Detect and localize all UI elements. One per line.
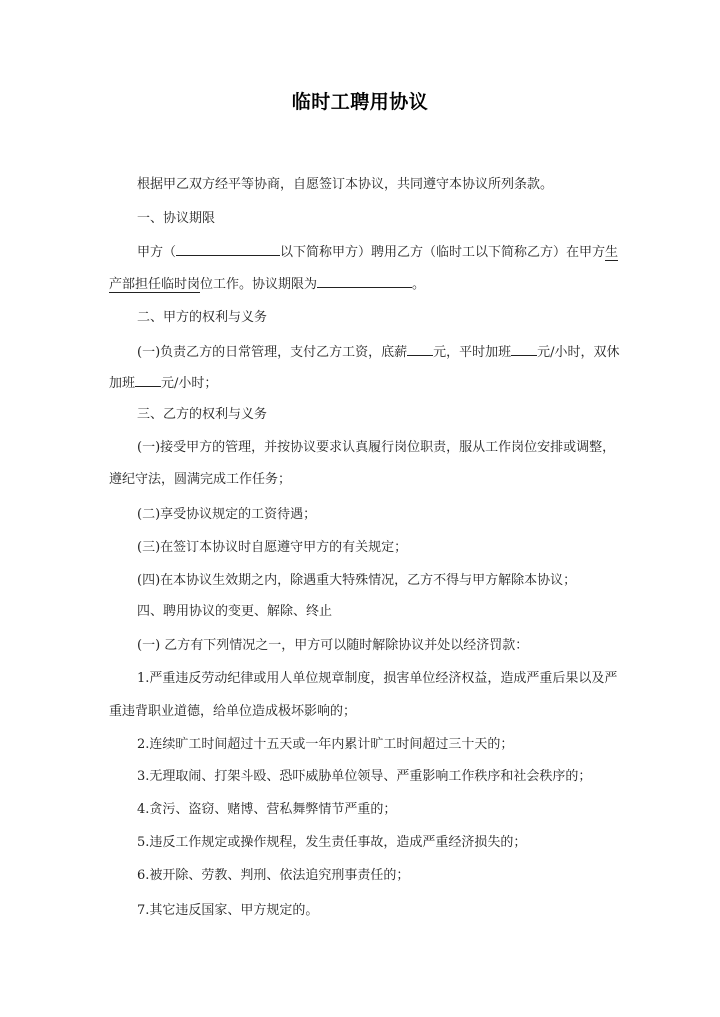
weekend-overtime-rate-blank[interactable] [135, 374, 161, 387]
document-title: 临时工聘用协议 [291, 91, 429, 113]
base-salary-blank[interactable] [407, 343, 433, 356]
section-1-heading: 一、协议期限 [137, 211, 216, 226]
section-3-item-1-line-2: 遵纪守法，圆满完成工作任务； [109, 472, 292, 487]
section-2-paragraph-line-1: (一)负责乙方的日常管理，支付乙方工资，底薪 元，平时加班 元/小时，双休 [137, 345, 620, 360]
section-4-sub-1: (一) 乙方有下列情况之一，甲方可以随时解除协议并处以经济罚款： [137, 638, 529, 653]
intro-paragraph: 根据甲乙双方经平等协商，自愿签订本协议，共同遵守本协议所列条款。 [137, 177, 554, 192]
section-2-paragraph-line-2: 加班 元/小时； [109, 376, 218, 391]
section-3-item-3: (三)在签订本协议时自愿遵守甲方的有关规定； [137, 540, 408, 555]
section-4-item-2: 2.连续旷工时间超过十五天或一年内累计旷工时间超过三十天的； [137, 737, 514, 752]
section-4-item-5: 5.违反工作规定或操作规程，发生责任事故，造成严重经济损失的； [137, 835, 527, 850]
section-4-item-3: 3.无理取闹、打架斗殴、恐吓威胁单位领导、严重影响工作秩序和社会秩序的； [137, 769, 592, 784]
agreement-period-blank[interactable] [317, 275, 412, 288]
section-4-heading: 四、聘用协议的变更、解除、终止 [137, 604, 333, 619]
section-2-heading: 二、甲方的权利与义务 [137, 310, 268, 325]
section-3-item-2: (二)享受协议规定的工资待遇； [137, 507, 317, 522]
section-4-item-1-line-2: 重违背职业道德，给单位造成极坏影响的； [109, 704, 357, 719]
section-4-item-7: 7.其它违反国家、甲方规定的。 [137, 903, 319, 918]
party-a-name-blank[interactable] [176, 243, 280, 256]
section-4-item-4: 4.贪污、盗窃、赌博、营私舞弊情节严重的； [137, 802, 397, 817]
section-3-item-4: (四)在本协议生效期之内，除遇重大特殊情况，乙方不得与甲方解除本协议； [137, 573, 577, 588]
section-4-item-6: 6.被开除、劳教、判刑、依法追究刑事责任的； [137, 868, 410, 883]
section-1-paragraph-line-2: 产部担任临时岗位工作。协议期限为 。 [109, 277, 426, 292]
section-3-item-1-line-1: (一)接受甲方的管理，并按协议要求认真履行岗位职责，服从工作岗位安排或调整， [137, 440, 616, 455]
section-4-item-1-line-1: 1.严重违反劳动纪律或用人单位规章制度，损害单位经济权益，造成严重后果以及严 [137, 671, 618, 686]
overtime-rate-blank[interactable] [511, 343, 537, 356]
section-3-heading: 三、乙方的权利与义务 [137, 407, 268, 422]
section-1-paragraph-line-1: 甲方（ 以下简称甲方）聘用乙方（临时工以下简称乙方）在甲方生 [137, 245, 619, 260]
